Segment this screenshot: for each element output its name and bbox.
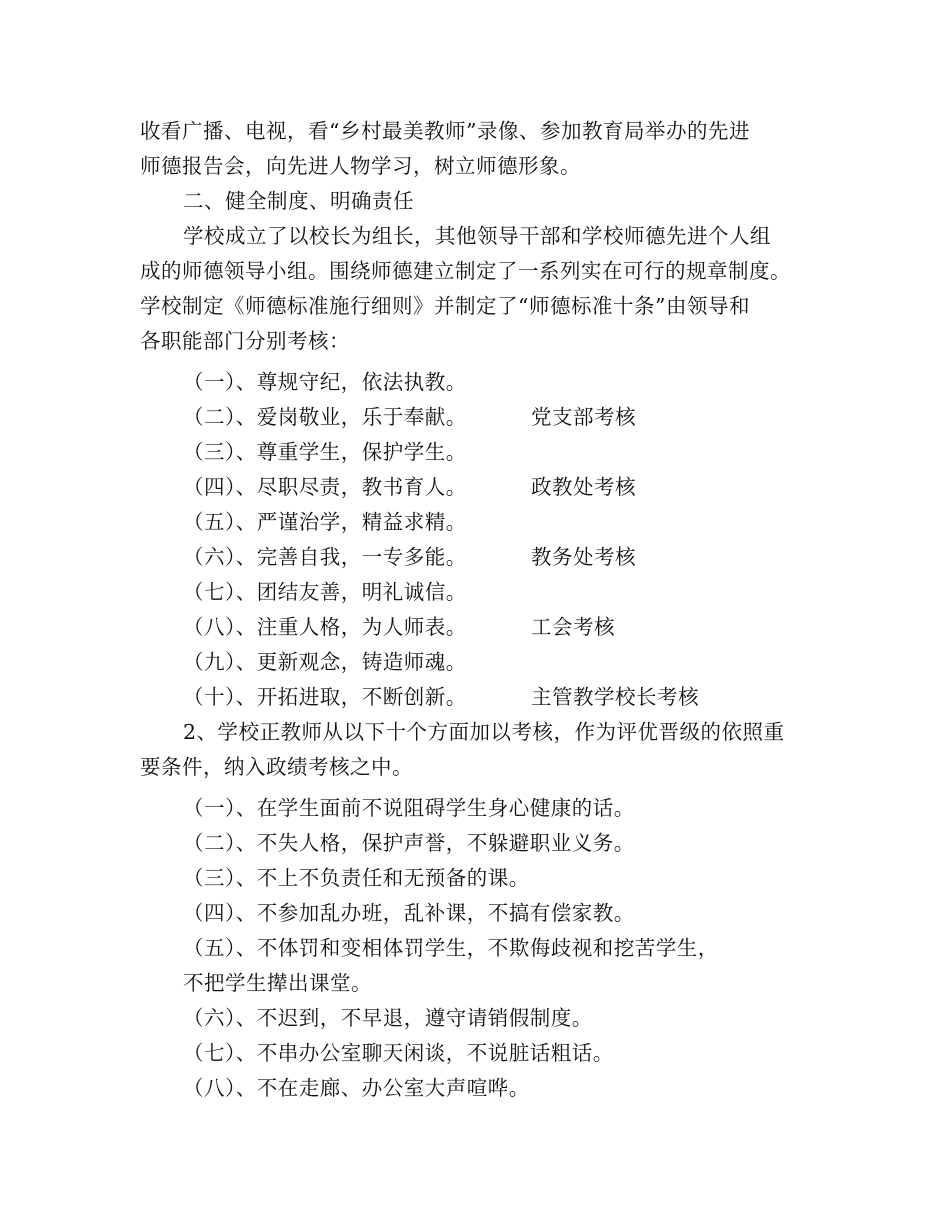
- standard-item: [183, 683, 467, 711]
- rule-item: （三）、不上不负责任和无预备的课。: [183, 866, 530, 890]
- standard-responsible: 党支部考核: [531, 405, 636, 429]
- standard-text: （九）、更新观念，铸造师魂。: [183, 650, 467, 674]
- paragraph-line: 各职能部门分别考核：: [140, 329, 350, 353]
- rule-item: （六）、不迟到，不早退，遵守请销假制度。: [183, 1006, 593, 1030]
- standard-responsible: 主管教学校长考核: [531, 685, 699, 709]
- rule-item: （八）、不在走廊、办公室大声喧哗。: [183, 1076, 530, 1100]
- standard-item: [183, 613, 467, 641]
- standard-item: [183, 508, 467, 536]
- standard-responsible: 政教处考核: [531, 475, 636, 499]
- standard-text: （七）、团结友善，明礼诚信。: [183, 580, 467, 604]
- standard-text: （六）、完善自我，一专多能。: [183, 545, 467, 569]
- paragraph-line: 学校制定《师德标准施行细则》并制定了“师德标准十条”由领导和: [140, 294, 750, 318]
- standard-item: [183, 403, 467, 431]
- standard-item: [183, 368, 467, 396]
- standard-item: [183, 578, 467, 606]
- standard-text: （三）、尊重学生，保护学生。: [183, 440, 467, 464]
- paragraph-line: 成的师德领导小组。围绕师德建立制定了一系列实在可行的规章制度。: [140, 259, 791, 283]
- standard-text: （四）、尽职尽责，教书育人。: [183, 475, 467, 499]
- standard-text: （一）、尊规守纪，依法执教。: [183, 370, 467, 394]
- standard-responsible: 教务处考核: [531, 545, 636, 569]
- paragraph-line: 收看广播、电视，看“乡村最美教师”录像、参加教育局举办的先进: [140, 119, 750, 143]
- standard-item: [183, 648, 467, 676]
- paragraph-line: 要条件，纳入政绩考核之中。: [140, 755, 413, 779]
- standard-text: （十）、开拓进取，不断创新。: [183, 685, 467, 709]
- rule-item: （七）、不串办公室聊天闲谈，不说脏话粗话。: [183, 1041, 614, 1065]
- paragraph-line: 学校成立了以校长为组长，其他领导干部和学校师德先进个人组: [183, 224, 771, 248]
- standard-responsible: 工会考核: [531, 615, 615, 639]
- paragraph-line: 师德报告会，向先进人物学习，树立师德形象。: [140, 154, 581, 178]
- rule-item: （四）、不参加乱办班，乱补课，不搞有偿家教。: [183, 901, 635, 925]
- standard-text: （二）、爱岗敬业，乐于奉献。: [183, 405, 467, 429]
- rule-item: （五）、不体罚和变相体罚学生，不欺侮歧视和挖苦学生，: [183, 936, 719, 960]
- rule-item: （二）、不失人格，保护声誉，不躲避职业义务。: [183, 831, 635, 855]
- paragraph-line: 2、学校正教师从以下十个方面加以考核，作为评优晋级的依照重: [183, 720, 785, 744]
- standard-text: （五）、严谨治学，精益求精。: [183, 510, 467, 534]
- section-heading: 二、健全制度、明确责任: [183, 189, 414, 213]
- standard-text: （八）、注重人格，为人师表。: [183, 615, 467, 639]
- rule-item: （一）、在学生面前不说阻碍学生身心健康的话。: [183, 796, 635, 820]
- standard-item: [183, 438, 467, 466]
- standard-item: [183, 543, 467, 571]
- standard-item: [183, 473, 467, 501]
- rule-item-continuation: 不把学生撵出课堂。: [183, 971, 372, 995]
